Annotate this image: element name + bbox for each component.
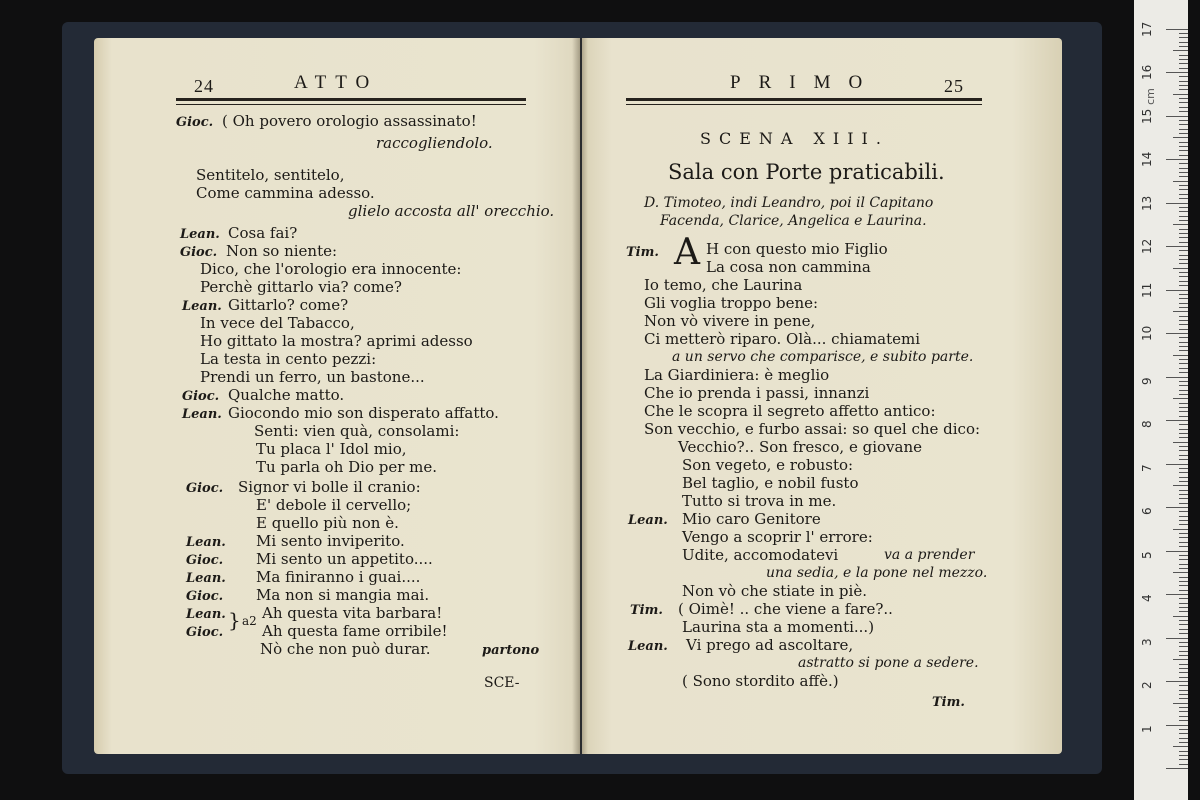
ruler-tick — [1179, 585, 1188, 586]
ruler-tick — [1179, 694, 1188, 695]
ruler-tick — [1179, 707, 1188, 708]
ruler-tick — [1179, 720, 1188, 721]
ruler-number: 15 — [1140, 108, 1154, 124]
verse-line: Sentitelo, sentitelo, — [196, 166, 345, 184]
ruler-tick — [1179, 729, 1188, 730]
ruler-tick — [1179, 350, 1188, 351]
ruler-tick — [1179, 272, 1188, 273]
ruler-tick — [1166, 420, 1188, 421]
ruler-tick — [1179, 255, 1188, 256]
ruler-tick — [1173, 616, 1188, 617]
ruler-tick — [1179, 581, 1188, 582]
running-head-right: PRIMO — [730, 72, 881, 93]
verse-line: Tu placa l' Idol mio, — [256, 440, 407, 458]
ruler-tick — [1179, 738, 1188, 739]
ruler-number: 16 — [1140, 64, 1154, 80]
ruler-tick — [1179, 42, 1188, 43]
verse-line: Cosa fai? — [228, 224, 298, 242]
ruler-tick — [1179, 81, 1188, 82]
ruler-tick — [1179, 120, 1188, 121]
stage-direction: a un servo che comparisce, e subito parte. — [672, 349, 974, 365]
ruler-tick — [1179, 59, 1188, 60]
ruler-number: 5 — [1140, 550, 1154, 559]
ruler-tick — [1179, 233, 1188, 234]
left-page — [94, 38, 580, 754]
verse-line: ( Sono stordito affè.) — [682, 672, 839, 690]
ruler-tick — [1179, 320, 1188, 321]
ruler-tick — [1179, 107, 1188, 108]
ruler-tick — [1179, 176, 1188, 177]
ruler-tick — [1179, 755, 1188, 756]
verse-line: Tu parla oh Dio per me. — [256, 458, 438, 476]
ruler-tick — [1179, 598, 1188, 599]
ruler-tick — [1179, 424, 1188, 425]
ruler-tick — [1179, 216, 1188, 217]
ruler-tick — [1179, 189, 1188, 190]
ruler-tick — [1179, 316, 1188, 317]
speaker-label: Gioc. — [180, 245, 218, 260]
ruler-tick — [1179, 55, 1188, 56]
ruler-tick — [1179, 285, 1188, 286]
ruler-tick — [1173, 311, 1188, 312]
ruler-tick — [1166, 681, 1188, 682]
ruler-tick — [1179, 307, 1188, 308]
ruler-tick — [1179, 590, 1188, 591]
ruler-tick — [1166, 203, 1188, 204]
scene-setting: Sala con Porte praticabili. — [668, 160, 945, 184]
header-rule-right — [626, 98, 982, 101]
ruler-tick — [1179, 329, 1188, 330]
ruler-number: 6 — [1140, 507, 1154, 515]
ruler-tick — [1179, 620, 1188, 621]
ruler-tick — [1179, 611, 1188, 612]
header-rule-left — [176, 98, 526, 101]
ruler-tick — [1179, 155, 1188, 156]
ruler-tick — [1173, 224, 1188, 225]
ruler-tick — [1173, 442, 1188, 443]
verse-line: Ma finiranno i guai.... — [256, 568, 421, 586]
ruler-tick — [1179, 276, 1188, 277]
ruler-tick — [1179, 494, 1188, 495]
verse-line: E' debole il cervello; — [256, 496, 412, 514]
verse-line: Gli voglia troppo bene: — [644, 294, 819, 312]
verse-line: La Giardiniera: è meglio — [644, 366, 830, 384]
speaker-label: Tim. — [630, 603, 663, 618]
speaker-label: Lean. — [186, 571, 226, 586]
ruler-tick — [1179, 742, 1188, 743]
ruler-tick — [1179, 298, 1188, 299]
brace-glyph: } — [228, 608, 241, 632]
ruler-tick — [1179, 524, 1188, 525]
stage-direction: raccogliendolo. — [376, 134, 493, 152]
ruler-tick — [1179, 533, 1188, 534]
verse-line: Son vegeto, e robusto: — [682, 456, 854, 474]
ruler-tick — [1179, 764, 1188, 765]
ruler-tick — [1166, 72, 1188, 73]
speaker-label: Lean. — [628, 639, 668, 654]
ruler-tick — [1179, 472, 1188, 473]
a2-mark: a2 — [242, 614, 257, 628]
ruler-tick — [1179, 516, 1188, 517]
verse-line: Perchè gittarlo via? come? — [200, 278, 402, 296]
ruler-tick — [1179, 646, 1188, 647]
verse-line: Vi prego ad ascoltare, — [686, 636, 854, 654]
ruler-tick — [1179, 142, 1188, 143]
ruler-tick — [1179, 416, 1188, 417]
verse-line: E quello più non è. — [256, 514, 399, 532]
ruler-tick — [1179, 198, 1188, 199]
ruler-tick — [1179, 281, 1188, 282]
ruler-tick — [1179, 102, 1188, 103]
ruler-tick — [1179, 642, 1188, 643]
ruler-tick — [1179, 346, 1188, 347]
ruler-tick — [1166, 594, 1188, 595]
ruler-tick — [1179, 429, 1188, 430]
ruler-tick — [1166, 116, 1188, 117]
ruler-tick — [1166, 507, 1188, 508]
characters-line: D. Timoteo, indi Leandro, poi il Capitano — [644, 195, 934, 211]
ruler-number: 17 — [1140, 21, 1154, 37]
ruler-number: 3 — [1140, 637, 1154, 646]
ruler-tick — [1173, 137, 1188, 138]
verse-line: Ah questa fame orribile! — [262, 622, 448, 640]
ruler-tick — [1173, 355, 1188, 356]
ruler-tick — [1179, 520, 1188, 521]
ruler-tick — [1179, 133, 1188, 134]
verse-line: Son vecchio, e furbo assai: so quel che dico: — [644, 420, 981, 438]
verse-line: Vecchio?.. Son fresco, e giovane — [678, 438, 922, 456]
ruler-tick — [1179, 459, 1188, 460]
stage-direction: glielo accosta all' orecchio. — [348, 202, 555, 220]
verse-line: Prendi un ferro, un bastone... — [200, 368, 425, 386]
ruler-tick — [1179, 555, 1188, 556]
ruler-tick — [1166, 159, 1188, 160]
catchword-left: SCE- — [484, 675, 520, 691]
ruler-tick — [1179, 303, 1188, 304]
speaker-label: Gioc. — [186, 625, 224, 640]
ruler-tick — [1166, 246, 1188, 247]
verse-line: Che le scopra il segreto affetto antico: — [644, 402, 936, 420]
ruler-tick — [1166, 290, 1188, 291]
ruler-tick — [1179, 168, 1188, 169]
verse-line: Che io prenda i passi, innanzi — [644, 384, 870, 402]
ruler-tick — [1179, 511, 1188, 512]
ruler-tick — [1179, 711, 1188, 712]
ruler-tick — [1179, 542, 1188, 543]
speaker-label: Gioc. — [186, 481, 224, 496]
ruler-tick — [1179, 759, 1188, 760]
speaker-label: Lean. — [186, 535, 226, 550]
ruler-tick — [1179, 37, 1188, 38]
ruler-tick — [1179, 294, 1188, 295]
ruler-tick — [1179, 655, 1188, 656]
ruler-tick — [1179, 450, 1188, 451]
verse-line: Vengo a scoprir l' errore: — [682, 528, 873, 546]
ruler-tick — [1179, 129, 1188, 130]
ruler-number: 14 — [1140, 151, 1154, 167]
speaker-label: Gioc. — [186, 589, 224, 604]
ruler-number: 10 — [1140, 325, 1154, 341]
verse-line: Ho gittato la mostra? aprimi adesso — [200, 332, 473, 350]
ruler-tick — [1179, 194, 1188, 195]
ruler-tick — [1179, 89, 1188, 90]
ruler-tick — [1179, 124, 1188, 125]
ruler-tick — [1179, 607, 1188, 608]
ruler-tick — [1179, 259, 1188, 260]
verse-line: Nò che non può durar. — [260, 640, 431, 658]
ruler-unit: cm — [1143, 88, 1157, 105]
ruler-tick — [1179, 698, 1188, 699]
ruler-number: 13 — [1140, 195, 1154, 211]
ruler-tick — [1179, 111, 1188, 112]
right-page — [582, 38, 1062, 754]
ruler-tick — [1179, 455, 1188, 456]
ruler-tick — [1179, 490, 1188, 491]
ruler-tick — [1179, 690, 1188, 691]
verse-line: La testa in cento pezzi: — [200, 350, 377, 368]
ruler-tick — [1179, 342, 1188, 343]
ruler-tick — [1179, 672, 1188, 673]
verse-line: Non vò che stiate in piè. — [682, 582, 867, 600]
ruler-tick — [1166, 551, 1188, 552]
verse-line: Qualche matto. — [228, 386, 345, 404]
ruler-tick — [1179, 150, 1188, 151]
ruler-tick — [1173, 572, 1188, 573]
ruler-tick — [1179, 603, 1188, 604]
ruler-tick — [1179, 33, 1188, 34]
characters-line: Facenda, Clarice, Angelica e Laurina. — [660, 213, 927, 229]
ruler-tick — [1166, 638, 1188, 639]
stage-direction: astratto si pone a sedere. — [798, 655, 979, 671]
ruler-number: 11 — [1140, 282, 1154, 298]
ruler-number: 2 — [1140, 681, 1154, 689]
verse-line: Come cammina adesso. — [196, 184, 375, 202]
ruler-tick — [1173, 529, 1188, 530]
verse-line: Io temo, che Laurina — [644, 276, 803, 294]
speaker-label: Tim. — [626, 245, 659, 260]
page-number-right: 25 — [944, 76, 964, 96]
ruler-tick — [1179, 733, 1188, 734]
ruler-number: 12 — [1140, 238, 1154, 254]
ruler-tick — [1179, 437, 1188, 438]
catchword-right: Tim. — [932, 695, 965, 710]
ruler-tick — [1179, 381, 1188, 382]
ruler-number: 8 — [1140, 420, 1154, 428]
verse-line: In vece del Tabacco, — [200, 314, 355, 332]
measuring-ruler — [1134, 0, 1188, 800]
ruler-tick — [1173, 268, 1188, 269]
ruler-tick — [1179, 76, 1188, 77]
verse-line: Tutto si trova in me. — [682, 492, 837, 510]
verse-line: Udite, accomodatevi — [682, 546, 839, 564]
ruler-tick — [1179, 63, 1188, 64]
ruler-tick — [1179, 477, 1188, 478]
speaker-label: Lean. — [182, 299, 222, 314]
verse-line: La cosa non cammina — [706, 258, 871, 276]
ruler-tick — [1179, 751, 1188, 752]
header-rule-left-thin — [176, 104, 526, 105]
verse-line: Bel taglio, e nobil fusto — [682, 474, 859, 492]
ruler-tick — [1173, 659, 1188, 660]
ruler-tick — [1179, 363, 1188, 364]
verse-line: Ma non si mangia mai. — [256, 586, 430, 604]
verse-line: Ah questa vita barbara! — [262, 604, 443, 622]
scene-title: SCENA XIII. — [700, 129, 889, 148]
ruler-tick — [1173, 485, 1188, 486]
verse-line: Ci metterò riparo. Olà... chiamatemi — [644, 330, 921, 348]
ruler-tick — [1179, 385, 1188, 386]
ruler-tick — [1179, 433, 1188, 434]
speaker-label: Lean. — [182, 407, 222, 422]
stage-direction: partono — [482, 643, 540, 658]
verse-line: Dico, che l'orologio era innocente: — [200, 260, 462, 278]
ruler-tick — [1179, 185, 1188, 186]
ruler-tick — [1179, 146, 1188, 147]
verse-line: Senti: vien quà, consolami: — [254, 422, 460, 440]
ruler-tick — [1179, 498, 1188, 499]
ruler-tick — [1173, 703, 1188, 704]
ruler-tick — [1179, 85, 1188, 86]
ruler-tick — [1179, 242, 1188, 243]
ruler-tick — [1179, 172, 1188, 173]
ruler-tick — [1179, 446, 1188, 447]
ruler-tick — [1179, 685, 1188, 686]
verse-line: ( Oh povero orologio assassinato! — [222, 112, 477, 130]
speaker-label: Lean. — [628, 513, 668, 528]
ruler-tick — [1173, 50, 1188, 51]
ruler-tick — [1179, 407, 1188, 408]
drop-capital: A — [674, 232, 700, 273]
verse-line: Laurina sta a momenti...) — [682, 618, 875, 636]
ruler-tick — [1179, 481, 1188, 482]
ruler-tick — [1173, 746, 1188, 747]
ruler-tick — [1179, 207, 1188, 208]
ruler-tick — [1179, 98, 1188, 99]
ruler-tick — [1179, 568, 1188, 569]
ruler-tick — [1173, 398, 1188, 399]
verse-line: Non so niente: — [226, 242, 338, 260]
ruler-tick — [1179, 337, 1188, 338]
ruler-tick — [1179, 324, 1188, 325]
verse-line: Gittarlo? come? — [228, 296, 349, 314]
ruler-tick — [1179, 368, 1188, 369]
book-gutter — [572, 38, 588, 754]
ruler-tick — [1179, 220, 1188, 221]
stage-direction: va a prender — [884, 547, 975, 563]
ruler-tick — [1179, 629, 1188, 630]
ruler-number: 4 — [1140, 594, 1154, 602]
ruler-tick — [1179, 372, 1188, 373]
speaker-label: Gioc. — [176, 115, 214, 130]
verse-line: Mi sento un appetito.... — [256, 550, 433, 568]
ruler-tick — [1179, 716, 1188, 717]
ruler-tick — [1179, 559, 1188, 560]
ruler-tick — [1173, 94, 1188, 95]
speaker-label: Lean. — [186, 607, 226, 622]
ruler-tick — [1179, 624, 1188, 625]
speaker-label: Gioc. — [182, 389, 220, 404]
speaker-label: Lean. — [180, 227, 220, 242]
ruler-number: 7 — [1140, 463, 1154, 472]
ruler-tick — [1179, 263, 1188, 264]
ruler-number: 1 — [1140, 724, 1154, 733]
ruler-number: 9 — [1140, 376, 1154, 385]
ruler-tick — [1166, 768, 1188, 769]
ruler-tick — [1179, 503, 1188, 504]
ruler-tick — [1179, 68, 1188, 69]
ruler-tick — [1166, 464, 1188, 465]
ruler-tick — [1179, 411, 1188, 412]
ruler-tick — [1179, 163, 1188, 164]
verse-line: H con questo mio Figlio — [706, 240, 888, 258]
verse-line: Giocondo mio son disperato affatto. — [228, 404, 499, 422]
ruler-tick — [1173, 181, 1188, 182]
ruler-tick — [1166, 725, 1188, 726]
ruler-tick — [1179, 664, 1188, 665]
ruler-tick — [1179, 46, 1188, 47]
ruler-tick — [1179, 633, 1188, 634]
page-number-left: 24 — [194, 76, 214, 96]
ruler-tick — [1179, 668, 1188, 669]
stage-direction: una sedia, e la pone nel mezzo. — [766, 565, 988, 581]
ruler-tick — [1179, 468, 1188, 469]
ruler-tick — [1179, 211, 1188, 212]
ruler-tick — [1179, 651, 1188, 652]
ruler-tick — [1179, 564, 1188, 565]
ruler-tick — [1179, 403, 1188, 404]
verse-line: Mio caro Genitore — [682, 510, 821, 528]
ruler-tick — [1179, 229, 1188, 230]
verse-line: Non vò vivere in pene, — [644, 312, 816, 330]
ruler-tick — [1179, 250, 1188, 251]
ruler-tick — [1166, 377, 1188, 378]
ruler-tick — [1179, 394, 1188, 395]
ruler-tick — [1179, 359, 1188, 360]
verse-line: Mi sento inviperito. — [256, 532, 405, 550]
verse-line: ( Oimè! .. che viene a fare?.. — [678, 600, 893, 618]
ruler-tick — [1179, 237, 1188, 238]
header-rule-right-thin — [626, 104, 982, 105]
ruler-tick — [1179, 577, 1188, 578]
ruler-tick — [1166, 29, 1188, 30]
ruler-tick — [1166, 333, 1188, 334]
ruler-tick — [1179, 537, 1188, 538]
running-head-left: ATTO — [294, 72, 379, 93]
ruler-tick — [1179, 677, 1188, 678]
speaker-label: Gioc. — [186, 553, 224, 568]
verse-line: Signor vi bolle il cranio: — [238, 478, 421, 496]
ruler-tick — [1179, 546, 1188, 547]
ruler-tick — [1179, 390, 1188, 391]
